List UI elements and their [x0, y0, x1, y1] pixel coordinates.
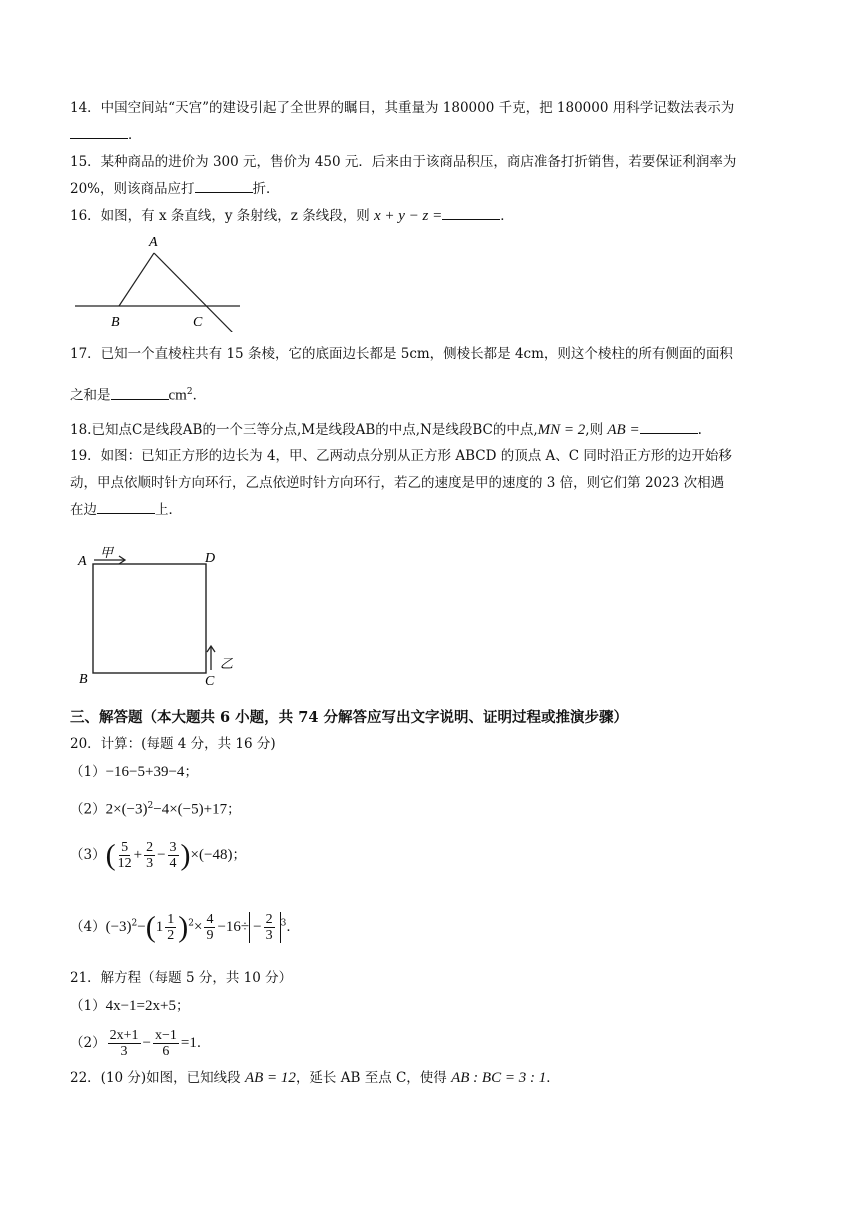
q14-end: ．	[128, 127, 142, 143]
q22-mid: ，延长 AB 至点 C，使得	[295, 1070, 447, 1086]
point-label-a: A	[149, 235, 158, 250]
question-15-line-1: 15．某种商品的进价为 300 元，售价为 450 元．后来由于该商品积压，商店准备打折销售，若要保证利润率为	[70, 154, 737, 170]
answer-blank	[97, 501, 155, 514]
q17-end: ．	[192, 387, 207, 404]
q22-expression-2: AB : BC = 3 : 1	[451, 1070, 547, 1086]
question-19-line-2: 动，甲点依顺时针方向环行，乙点依逆时针方向环行，若乙的速度是甲的速度的 3 倍，则它们第 2023 次相遇	[70, 475, 725, 491]
q15-end: 折．	[252, 181, 280, 197]
q22-end: ．	[546, 1070, 560, 1086]
yi-label: 乙	[220, 656, 234, 671]
question-15-line-2	[70, 179, 280, 199]
answer-blank	[111, 387, 169, 400]
fraction-4-9: $\frac{4}{9}$	[206, 912, 214, 943]
question-22	[70, 1068, 560, 1088]
part-label: （1）	[70, 998, 106, 1014]
point-label-d: D	[205, 551, 216, 566]
question-21-part-2: （2） $\frac{2x+1}{3}$ − $\frac{x-1}{6}$ =1．	[70, 1028, 211, 1059]
point-label-a: A	[78, 554, 87, 569]
q17-unit-exponent: 2	[186, 387, 193, 397]
point-label-b: B	[79, 672, 88, 687]
figure-16-triangle	[70, 232, 245, 332]
q19-end: 上．	[155, 502, 182, 518]
answer-blank	[195, 180, 253, 193]
question-20-part-1: （1）−16−5+39−4；	[70, 764, 198, 780]
q16-end: ．	[500, 208, 514, 224]
part-label: （2）	[70, 1035, 106, 1051]
question-18	[70, 420, 702, 440]
fraction-1-2: $\frac{1}{2}$	[167, 912, 175, 943]
fraction-2x1-3: $\frac{2x+1}{3}$	[109, 1028, 139, 1059]
question-20-part-4: $(4)(-3)^2-(1$ $\frac{1}{2}$ )$^2$× $\frac{4}{9}$ −16÷ − $\frac{2}{3}$ $^3$．	[70, 910, 300, 944]
point-label-b: B	[111, 315, 120, 330]
point-label-c: C	[205, 674, 215, 689]
q20-p2-c: −4×(−5)+17	[153, 801, 228, 818]
question-19-line-1: 19．如图：已知正方形的边长为 4，甲、乙两动点分别从正方形 ABCD 的顶点 A、C 同时沿正方形的边开始移	[70, 448, 732, 464]
part-label: （1）	[70, 764, 106, 780]
part-label: （2）	[70, 801, 106, 818]
question-19-line-3	[70, 500, 182, 520]
answer-blank	[70, 126, 128, 139]
figure-19-square	[74, 540, 249, 690]
part-label: （4）	[70, 919, 106, 935]
jia-label: 甲	[100, 545, 114, 560]
q18-expression-2: AB =	[607, 422, 640, 438]
point-label-c: C	[193, 315, 203, 330]
q16-text: 16．如图，有 x 条直线，y 条射线，z 条线段，则	[70, 208, 370, 224]
fraction-2-3b: $\frac{2}{3}$	[265, 912, 273, 943]
question-21-part-1: （1）4x−1=2x+5；	[70, 998, 190, 1014]
q15-start: 20%，则该商品应打	[70, 181, 195, 197]
q18-end: .	[697, 422, 702, 438]
answer-blank	[442, 207, 500, 220]
question-17-line-1: 17．已知一个直棱柱共有 15 条棱，它的底面边长都是 5cm，侧棱长都是 4cm，则这个棱柱的所有侧面的面积	[70, 346, 733, 362]
q16-expression: x + y − z =	[374, 208, 443, 224]
q22-start: 22．(10 分)如图，已知线段	[70, 1070, 241, 1086]
q20-p1-expression: −16−5+39−4	[105, 764, 185, 780]
q18-mid: ,则	[585, 422, 604, 438]
question-17-line-2	[70, 382, 206, 406]
question-20-part-2: $(2)2\times(-3)^2-4\times(-5)+17$；	[70, 801, 241, 818]
question-14-line-2	[70, 125, 142, 145]
q20-p2-exponent: 2	[147, 801, 154, 811]
q21-p1-equation: 4x−1=2x+5	[105, 998, 176, 1014]
part-label: （3）	[70, 847, 106, 863]
answer-blank	[640, 421, 698, 434]
q17-unit: cm	[168, 387, 187, 404]
q19-start: 在边	[70, 502, 97, 518]
q22-expression-1: AB = 12	[244, 1070, 296, 1086]
fraction-x1-6: $\frac{x-1}{6}$	[154, 1028, 177, 1059]
question-20-title: 20．计算：(每题 4 分，共 16 分)	[70, 736, 276, 752]
q20-p2-a: 2×	[105, 801, 122, 818]
question-21-title: 21．解方程（每题 5 分，共 10 分）	[70, 970, 293, 986]
section-3-heading: 三、解答题（本大题共 6 小题，共 74 分解答应写出文字说明、证明过程或推演步骤）	[70, 709, 628, 726]
fraction-2-3: $\frac{2}{3}$	[146, 840, 154, 871]
question-14-line-1: 14．中国空间站“天宫”的建设引起了全世界的瞩目，其重量为 180000 千克，把 180000 用科学记数法表示为	[70, 100, 735, 116]
q17-start: 之和是	[70, 387, 111, 404]
fraction-3-4: $\frac{3}{4}$	[169, 840, 177, 871]
q18-text: 18.已知点C是线段AB的一个三等分点,M是线段AB的中点,N是线段BC的中点,	[70, 422, 538, 438]
q18-expression: MN = 2	[537, 422, 586, 438]
question-16	[70, 206, 514, 226]
fraction-5-12: $\frac{5}{12}$	[117, 840, 132, 871]
question-20-part-3: （3）( $\frac{5}{12}$ + $\frac{2}{3}$ − $\frac{3}{4}$ )×(−48)；	[70, 838, 246, 872]
q20-p2-b: (−3)	[121, 801, 148, 818]
